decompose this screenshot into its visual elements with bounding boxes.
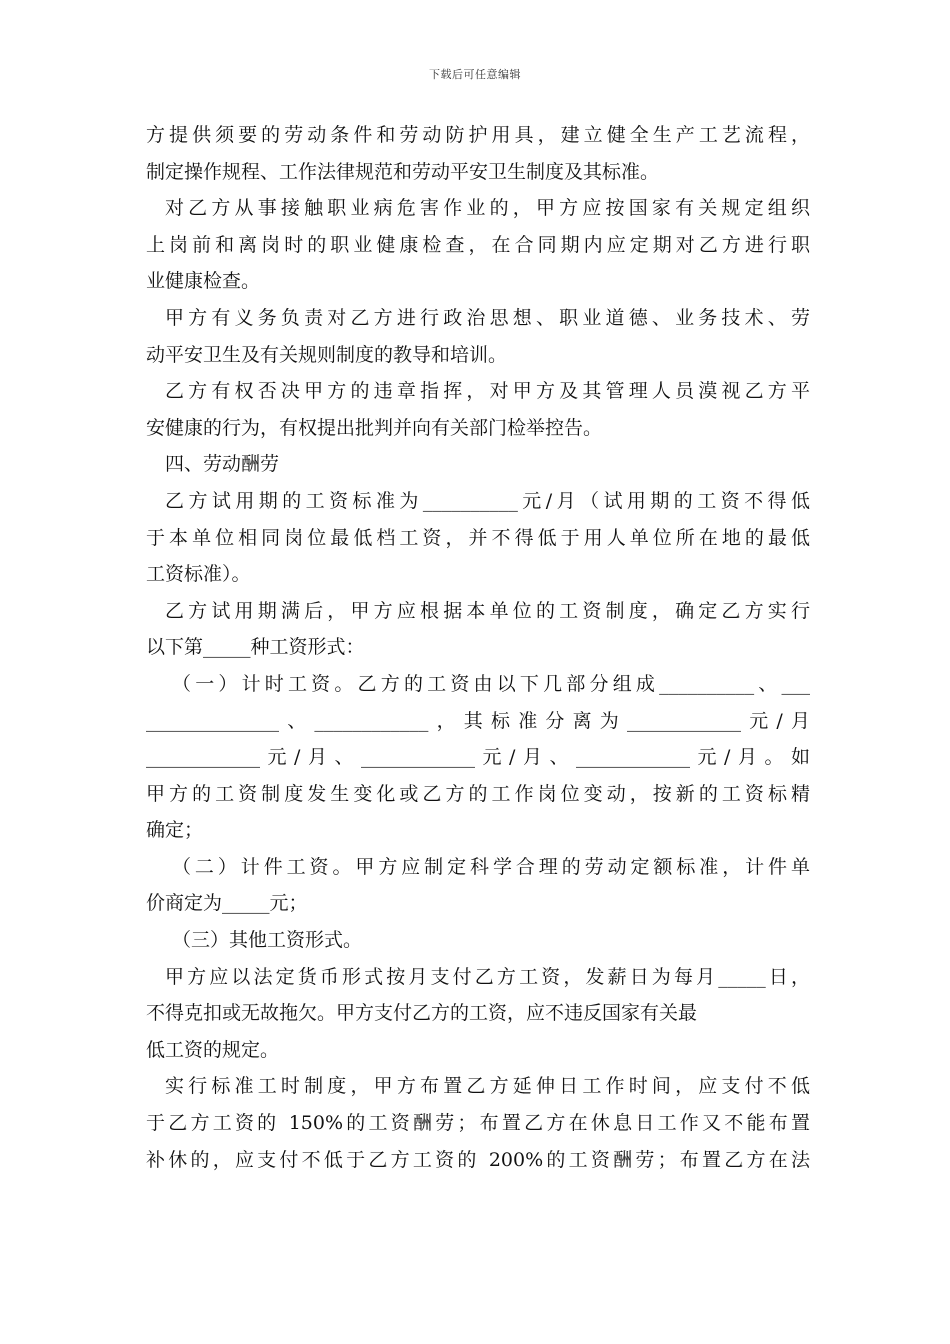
document-body (146, 117, 810, 1178)
text-line: 乙方试用期满后，甲方应根据本单位的工资制度，确定乙方实行 (165, 599, 810, 622)
text-line: 不得克扣或无故拖欠。甲方支付乙方的工资，应不违反国家有关最 (146, 1002, 698, 1025)
text-line: 四、劳动酬劳 (165, 453, 280, 476)
text-line: 于乙方工资的 150%的工资酬劳；布置乙方在休息日工作又不能布置 (146, 1112, 810, 1135)
text-line: （二）计件工资。甲方应制定科学合理的劳动定额标准，计件单 (172, 855, 810, 878)
text-line: 甲方的工资制度发生变化或乙方的工作岗位变动，按新的工资标精 (146, 782, 810, 805)
text-line: 以下第_____种工资形式： (146, 636, 365, 659)
text-line: 业健康检查。 (146, 270, 261, 293)
text-line: ______________、____________，其标准分离为____________元/月 (146, 709, 810, 732)
text-line: 乙方试用期的工资标准为__________元/月（试用期的工资不得低 (165, 489, 810, 512)
text-line: 甲方应以法定货币形式按月支付乙方工资，发薪日为每月_____日， (165, 965, 810, 988)
text-line: 补休的，应支付不低于乙方工资的 200%的工资酬劳；布置乙方在法 (146, 1148, 810, 1171)
text-line: （一）计时工资。乙方的工资由以下几部分组成__________、___ (172, 672, 810, 695)
text-line: 确定； (146, 819, 204, 842)
text-line: 动平安卫生及有关规则制度的教导和培训。 (146, 343, 508, 366)
text-line: 制定操作规程、工作法律规范和劳动平安卫生制度及其标准。 (146, 160, 660, 183)
text-line: 乙方有权否决甲方的违章指挥，对甲方及其管理人员漠视乙方平 (165, 380, 810, 403)
text-line: 安健康的行为，有权提出批判并向有关部门检举控告。 (146, 416, 603, 439)
page-header: 下载后可任意编辑 (429, 68, 521, 81)
text-line: 实行标准工时制度，甲方布置乙方延伸日工作时间，应支付不低 (165, 1075, 810, 1098)
text-line: 对乙方从事接触职业病危害作业的，甲方应按国家有关规定组织 (165, 197, 810, 220)
text-line: 低工资的规定。 (146, 1038, 280, 1061)
text-line: 上岗前和离岗时的职业健康检查，在合同期内应定期对乙方进行职 (146, 233, 810, 256)
text-line: 于本单位相同岗位最低档工资，并不得低于用人单位所在地的最低 (146, 526, 810, 549)
text-line: 方提供须要的劳动条件和劳动防护用具，建立健全生产工艺流程， (146, 124, 810, 146)
text-line: 工资标准）。 (146, 563, 251, 586)
text-line: 甲方有义务负责对乙方进行政治思想、职业道德、业务技术、劳 (165, 306, 810, 329)
text-line: 价商定为_____元； (146, 892, 308, 915)
text-line: （三）其他工资形式。 (172, 929, 363, 952)
text-line: ____________元/月、____________元/月、____________元/月。如 (146, 746, 810, 769)
